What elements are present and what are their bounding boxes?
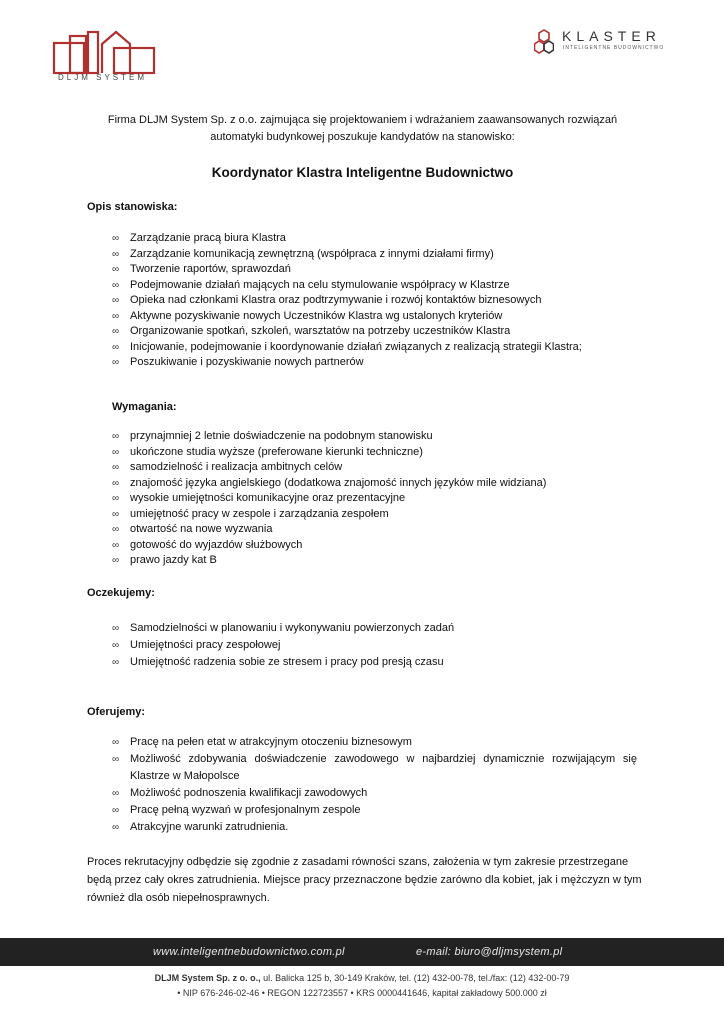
- list-item: ∞ Pracę na pełen etat w atrakcyjnym otoczeniu biznesowym: [112, 734, 637, 751]
- list-item: ∞ Umiejętności pracy zespołowej: [112, 637, 454, 654]
- list-item: ∞ Samodzielności w planowaniu i wykonywaniu powierzonych zadań: [112, 620, 454, 637]
- list-item: ∞ Aktywne pozyskiwanie nowych Uczestników Klastra wg ustalonych kryteriów: [112, 309, 582, 325]
- klaster-logo-subtitle: INTELIGENTNE BUDOWNICTWO: [563, 45, 665, 51]
- bullet-icon: ∞: [112, 326, 120, 337]
- list-item: ∞ umiejętność pracy w zespole i zarządzania zespołem: [112, 507, 546, 523]
- footer-address-text: ul. Balicka 125 b, 30-149 Kraków, tel. (12) 432-00-78, tel./fax: (12) 432-00-79: [260, 973, 570, 983]
- bullet-icon: ∞: [112, 524, 120, 535]
- list-item: ∞ znajomość języka angielskiego (dodatkowa znajomość innych języków mile widziana): [112, 476, 546, 492]
- bullet-icon: ∞: [112, 264, 120, 275]
- klaster-logo-name: KLASTER: [562, 28, 661, 44]
- bullet-icon: ∞: [112, 295, 120, 306]
- bullet-icon: ∞: [112, 446, 120, 458]
- bullet-icon: ∞: [112, 233, 120, 244]
- list-item: ∞ Poszukiwanie i pozyskiwanie nowych partnerów: [112, 355, 582, 371]
- list-item: ∞ Możliwość podnoszenia kwalifikacji zawodowych: [112, 785, 637, 802]
- bullet-icon: ∞: [112, 341, 120, 353]
- oferujemy-list: [112, 734, 637, 836]
- bullet-icon: ∞: [112, 462, 120, 473]
- list-item: ∞ otwartość na nowe wyzwania: [112, 522, 546, 538]
- opis-list: [112, 231, 582, 371]
- bullet-icon: ∞: [112, 431, 120, 442]
- list-item: ∞ Zarządzanie pracą biura Klastra: [112, 231, 582, 247]
- list-item: ∞ ukończone studia wyższe (preferowane kierunki techniczne): [112, 445, 546, 461]
- list-item: ∞ Organizowanie spotkań, szkoleń, warsztatów na potrzeby uczestników Klastra: [112, 324, 582, 340]
- list-item: ∞ Zarządzanie komunikacją zewnętrzną (współpraca z innymi działami firmy): [112, 247, 582, 263]
- list-item: ∞ Opieka nad członkami Klastra oraz podtrzymywanie i rozwój kontaktów biznesowych: [112, 293, 582, 309]
- dljm-logo-text: DLJM SYSTEM: [58, 73, 148, 82]
- list-item: ∞ Tworzenie raportów, sprawozdań: [112, 262, 582, 278]
- bullet-icon: ∞: [112, 754, 120, 765]
- footer-website-link[interactable]: www.inteligentnebudownictwo.com.pl: [153, 946, 345, 958]
- bullet-icon: ∞: [112, 555, 120, 566]
- section-heading-wymagania: Wymagania:: [112, 401, 177, 413]
- job-title: Koordynator Klastra Inteligentne Budownictwo: [211, 165, 514, 180]
- section-heading-opis: Opis stanowiska:: [87, 201, 178, 213]
- bullet-icon: ∞: [112, 477, 120, 489]
- list-item: ∞ Atrakcyjne warunki zatrudnienia.: [112, 819, 637, 836]
- bullet-icon: ∞: [112, 248, 120, 260]
- bullet-icon: ∞: [112, 822, 120, 833]
- intro-paragraph: Firma DLJM System Sp. z o.o. zajmująca się projektowaniem i wdrażaniem zaawansowanych rozwiązań automatyki budynkowej poszukuje kandydatów na stanowisko:: [107, 114, 618, 143]
- list-item: ∞ samodzielność i realizacja ambitnych celów: [112, 460, 546, 476]
- oczekujemy-list: [112, 620, 454, 671]
- section-heading-oczekujemy: Oczekujemy:: [87, 587, 155, 599]
- bullet-icon: ∞: [112, 805, 120, 816]
- list-item: ∞ Umiejętność radzenia sobie ze stresem i pracy pod presją czasu: [112, 654, 454, 671]
- klaster-hexagon-icon: [534, 28, 554, 56]
- closing-paragraph: Proces rekrutacyjny odbędzie się zgodnie z zasadami równości szans, założenia w tym zakresie przestrzegane będą przez cały okres zatrudnienia. Miejsce pracy przeznaczone będzie zarówno dla kobiet, jak i mężczyzn w tym również dla osób niepełnosprawnych.: [87, 856, 642, 904]
- list-item: ∞ Pracę pełną wyzwań w profesjonalnym zespole: [112, 802, 637, 819]
- list-item: ∞ Podejmowanie działań mających na celu stymulowanie współpracy w Klastrze: [112, 278, 582, 294]
- footer-registry: • NIP 676-246-02-46 • REGON 122723557 • KRS 0000441646, kapitał zakładowy 500.000 zł: [177, 988, 547, 998]
- wymagania-list: [112, 429, 546, 569]
- list-item: ∞ prawo jazdy kat B: [112, 553, 546, 569]
- bullet-icon: ∞: [112, 508, 120, 520]
- section-heading-oferujemy: Oferujemy:: [87, 706, 146, 718]
- bullet-icon: ∞: [112, 539, 120, 551]
- footer-bar: [0, 938, 724, 966]
- footer-address: [0, 973, 724, 983]
- bullet-icon: ∞: [112, 623, 120, 634]
- list-item: ∞ przynajmniej 2 letnie doświadczenie na podobnym stanowisku: [112, 429, 546, 445]
- bullet-icon: ∞: [112, 788, 120, 799]
- bullet-icon: ∞: [112, 279, 120, 291]
- list-item: ∞ Inicjowanie, podejmowanie i koordynowanie działań związanych z realizacją strategii Klastra;: [112, 340, 582, 356]
- bullet-icon: ∞: [112, 310, 120, 322]
- list-item: ∞ Możliwość zdobywania doświadczenie zawodowego w najbardziej dynamicznie rozwijającym się Klastrze w Małopolsce: [112, 753, 637, 782]
- bullet-icon: ∞: [112, 657, 120, 668]
- bullet-icon: ∞: [112, 737, 120, 748]
- list-item: ∞ gotowość do wyjazdów służbowych: [112, 538, 546, 554]
- footer-email-link[interactable]: e-mail: biuro@dljmsystem.pl: [416, 946, 563, 958]
- bullet-icon: ∞: [112, 357, 120, 368]
- bullet-icon: ∞: [112, 493, 120, 504]
- footer-company-name: DLJM System Sp. z o. o.,: [154, 973, 261, 983]
- list-item: ∞ wysokie umiejętności komunikacyjne oraz prezentacyjne: [112, 491, 546, 507]
- bullet-icon: ∞: [112, 640, 120, 651]
